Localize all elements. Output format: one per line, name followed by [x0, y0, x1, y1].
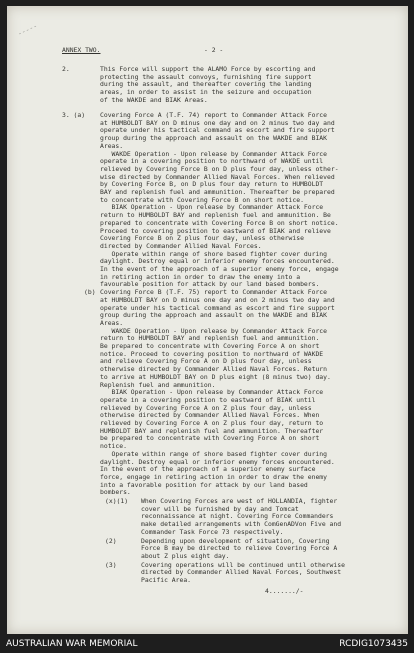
text-line: BIAK Operation - Upon release by Commander Attack Force — [100, 203, 324, 212]
text-line: bombers. — [100, 488, 131, 497]
text-line: cover will be furnished by day and Tomcat — [141, 504, 299, 513]
text-line: to concentrate with Covering Force B on short notice. — [100, 195, 304, 204]
para-3a-number: 3. (a) — [62, 111, 86, 119]
text-line: make detailed arrangements with ComGenADVon Five and — [141, 520, 342, 529]
text-line: relieved by Covering Force B on D plus four day, unless other- — [100, 164, 339, 173]
text-line: and relieve Covering Force A on D plus four day, unless — [100, 357, 312, 366]
text-line: by Covering Force B, on D plus four day return to HUMBOLDT — [100, 180, 324, 189]
text-line: WAKDE Operation - Upon release by Commander Attack Force — [100, 149, 328, 158]
text-line: daylight. Destroy equal or inferior enemy forces encountered. — [100, 457, 335, 466]
text-line: When Covering Forces are west of HOLLANDIA, fighter — [141, 497, 338, 505]
text-line: Covering operations will be continued until otherwise — [141, 560, 345, 569]
text-line: Operate within range of shore based fighter cover during — [100, 449, 328, 458]
text-line: Proceed to covering position to eastward of BIAK and relieve — [100, 226, 331, 235]
page-number: - 2 - — [204, 46, 224, 54]
text-line: In the event of the approach of a superior enemy surface — [100, 465, 316, 474]
text-line: Covering Force B on Z plus four day, unless otherwise — [100, 234, 304, 243]
para-2-number: 2. — [62, 65, 70, 73]
text-line: protecting the assault convoys, furnishing fire support — [100, 72, 312, 81]
text-line: HUMBOLDT BAY and replenish fuel and ammunition. Thereafter — [100, 426, 324, 435]
text-line: during the assault, and thereafter covering the landing — [100, 80, 312, 89]
text-line: Covering Force A (T.F. 74) report to Commander Attack Force — [100, 111, 328, 119]
text-line: operate in a covering position to eastward of BIAK until — [100, 395, 316, 404]
continuation-mark: 4......./- — [265, 587, 304, 595]
para-3b-label: (b) — [84, 288, 96, 296]
text-line: WAKDE Operation - Upon release by Commander Attack Force — [100, 326, 328, 335]
text-line: Areas. — [100, 141, 124, 150]
text-line: notice. — [100, 442, 127, 451]
text-line: relieved by Covering Force A on Z plus four day, unless — [100, 403, 312, 412]
text-line: into a favorable position for attack by our land based — [100, 480, 308, 489]
text-line: Replenish fuel and ammunition. — [100, 380, 216, 389]
footer-id: RCDIG1073435 — [339, 639, 408, 649]
footer-source: AUSTRALIAN WAR MEMORIAL — [6, 639, 138, 649]
text-line: in retiring action in order to draw the enemy into a — [100, 272, 301, 281]
text-line: Be prepared to concentrate with Covering Force A on short — [100, 342, 320, 350]
text-line: daylight. Destroy equal or inferior enemy forces encountered. — [100, 257, 335, 266]
text-line: operate under his tactical command as escort and fire support — [100, 126, 335, 135]
archive-footer — [0, 634, 414, 653]
text-line: prepared to concentrate with Covering Force B on short notice. — [100, 218, 339, 227]
text-line: be prepared to concentrate with Covering Force A on short — [100, 434, 320, 443]
text-line: In the event of the approach of a superior enemy force, engage — [100, 265, 339, 273]
text-line: about Z plus eight day. — [141, 551, 230, 560]
text-line: favourable position for attack by our land based bombers. — [100, 280, 320, 289]
text-line: Pacific Area. — [141, 576, 192, 584]
text-line: Commander Task Force 73 respectively. — [141, 527, 284, 536]
annex-heading: ANNEX TWO. — [62, 46, 101, 54]
text-line: Depending upon development of situation, Covering — [141, 536, 330, 545]
text-line: Areas. — [100, 318, 124, 327]
text-line: to arrive at HUMBOLDT BAY on D plus eight (8 minus two) day. — [100, 372, 331, 381]
text-line: operate under his tactical command as escort and fire support — [100, 303, 335, 312]
text-line: otherwise directed by Commander Allied Naval Forces. Return — [100, 365, 328, 374]
document-page — [7, 6, 408, 634]
text-line: of the WAKDE and BIAK Areas. — [100, 95, 208, 104]
sub-item-number: (2) — [105, 536, 117, 545]
text-line: areas, in order to assist in the seizure and occupation — [100, 88, 312, 97]
text-line: Force B may be directed to relieve Covering Force A — [141, 544, 338, 553]
text-line: relieved by Covering Force A on Z plus four day, return to — [100, 419, 324, 427]
text-line: return to HUMBOLDT BAY and replenish fuel and ammunition. — [100, 334, 320, 343]
text-line: BAY and replenish fuel and ammunition. Thereafter be prepared — [100, 188, 335, 196]
text-line: at HUMBOLDT BAY on D minus one day and on 2 minus two day and — [100, 118, 335, 127]
text-line: group during the approach and assault on the WAKDE and BIAK — [100, 311, 328, 320]
sub-item-number: (x)(1) — [105, 497, 129, 505]
text-line: directed by Commander Allied Naval Forces. — [100, 241, 262, 250]
text-line: operate in a covering position to northward of WAKDE until — [100, 157, 324, 166]
text-line: reconnaissance at night. Covering Force Commanders — [141, 512, 334, 521]
text-line: group during the approach and assault on the WAKDE and BIAK — [100, 134, 328, 143]
text-line: Covering Force B (T.F. 75) report to Commander Attack Force — [100, 288, 328, 297]
text-line: return to HUMBOLDT BAY and replenish fuel and ammunition. Be — [100, 211, 331, 220]
text-line: directed by Commander Allied Naval Forces, Southwest — [141, 568, 342, 577]
text-line: otherwise directed by Commander Allied Naval Forces. When — [100, 411, 320, 420]
text-line: at HUMBOLDT BAY on D minus one day and on 2 minus two day and — [100, 295, 335, 304]
corner-mark: ----- — [16, 21, 39, 39]
text-line: Operate within range of shore based fighter cover during — [100, 249, 328, 258]
text-line: This Force will support the ALAMO Force by escorting and — [100, 65, 316, 73]
text-line: force, engage in retiring action in order to draw the enemy — [100, 472, 328, 481]
sub-item-number: (3) — [105, 560, 117, 569]
text-line: notice. Proceed to covering position to northward of WAKDE — [100, 349, 324, 358]
text-line: wise directed by Commander Allied Naval Forces. When relieved — [100, 172, 335, 181]
text-line: BIAK Operation - Upon release by Commander Attack Force — [100, 388, 324, 397]
